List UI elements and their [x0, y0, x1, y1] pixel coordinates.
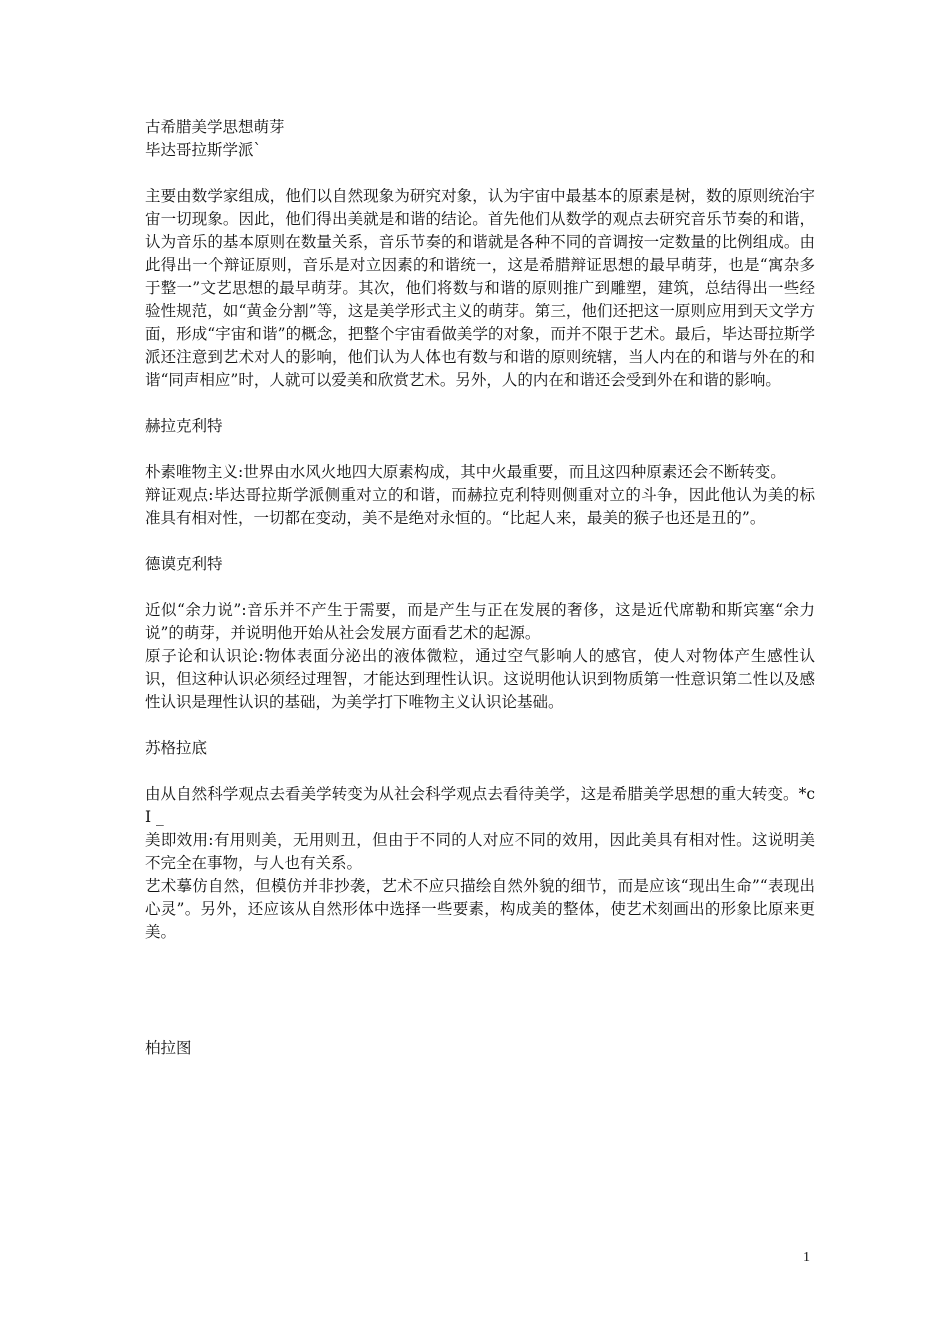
spacer — [145, 714, 815, 737]
spacer — [145, 438, 815, 461]
paragraph-socrates-imitation: 艺术摹仿自然，但模仿并非抄袭，艺术不应只描绘自然外貌的细节，而是应该“现出生命”“表现出心灵”。另外，还应该从自然形体中选择一些要素，构成美的整体，使艺术刻画出的形象比原来更美。 — [145, 877, 815, 941]
spacer — [145, 392, 815, 415]
page-number: 1 — [803, 1250, 810, 1265]
paragraph-socrates-shift: 由从自然科学观点去看美学转变为从社会科学观点去看待美学，这是希腊美学思想的重大转变。*c I _ — [145, 785, 815, 826]
section-heading-heraclitus: 赫拉克利特 — [145, 417, 223, 435]
section-heading-pythagoreans: 毕达哥拉斯学派` — [145, 141, 262, 159]
section-heading-socrates: 苏格拉底 — [145, 739, 208, 757]
spacer — [145, 760, 815, 783]
spacer — [145, 162, 815, 185]
paragraph-socrates-utility: 美即效用:有用则美，无用则丑，但由于不同的人对应不同的效用，因此美具有相对性。这说明美不完全在事物，与人也有关系。 — [145, 831, 815, 872]
paragraph-democritus-surplus-energy: 近似“余力说”:音乐并不产生于需要，而是产生与正在发展的奢侈，这是近代席勒和斯宾塞“余力说”的萌芽，并说明他开始从社会发展方面看艺术的起源。 — [145, 601, 815, 642]
spacer — [145, 1014, 815, 1037]
spacer — [145, 576, 815, 599]
spacer — [145, 530, 815, 553]
section-heading-democritus: 德谟克利特 — [145, 555, 223, 573]
paragraph-democritus-atomism: 原子论和认识论:物体表面分泌出的液体微粒，通过空气影响人的感官，使人对物体产生感性认识，但这种认识必须经过理智，才能达到理性认识。这说明他认识到物质第一性意识第二性以及感性认识是理性认识的基础，为美学打下唯物主义认识论基础。 — [145, 647, 815, 711]
paragraph-pythagoreans: 主要由数学家组成，他们以自然现象为研究对象，认为宇宙中最基本的原素是树，数的原则统治宇宙一切现象。因此，他们得出美就是和谐的结论。首先他们从数学的观点去研究音乐节奏的和谐，认为音乐的基本原则在数量关系，音乐节奏的和谐就是各种不同的音调按一定数量的比例组成。由此得出一个辩证原则，音乐是对立因素的和谐统一，这是希腊辩证思想的最早萌芽，也是“寓杂多于整一”文艺思想的最早萌芽。其次，他们将数与和谐的原则推广到雕塑，建筑，总结得出一些经验性规范，如“黄金分割”等，这是美学形式主义的萌芽。第三，他们还把这一原则应用到天文学方面，形成“宇宙和谐”的概念，把整个宇宙看做美学的对象，而并不限于艺术。最后，毕达哥拉斯学派还注意到艺术对人的影响，他们认为人体也有数与和谐的原则统辖，当人内在的和谐与外在的和谐“同声相应”时，人就可以爱美和欣赏艺术。另外，人的内在和谐还会受到外在和谐的影响。 — [145, 187, 815, 389]
paragraph-heraclitus-dialectics: 辩证观点:毕达哥拉斯学派侧重对立的和谐，而赫拉克利特则侧重对立的斗争，因此他认为美的标准具有相对性，一切都在变动，美不是绝对永恒的。“比起人来，最美的猴子也还是丑的”。 — [145, 486, 815, 527]
section-heading-plato: 柏拉图 — [145, 1039, 192, 1057]
paragraph-heraclitus-materialism: 朴素唯物主义:世界由水风火地四大原素构成，其中火最重要，而且这四种原素还会不断转变。 — [145, 463, 786, 481]
document-title: 古希腊美学思想萌芽 — [145, 118, 285, 136]
spacer — [145, 944, 815, 1014]
document-body — [145, 116, 815, 1060]
